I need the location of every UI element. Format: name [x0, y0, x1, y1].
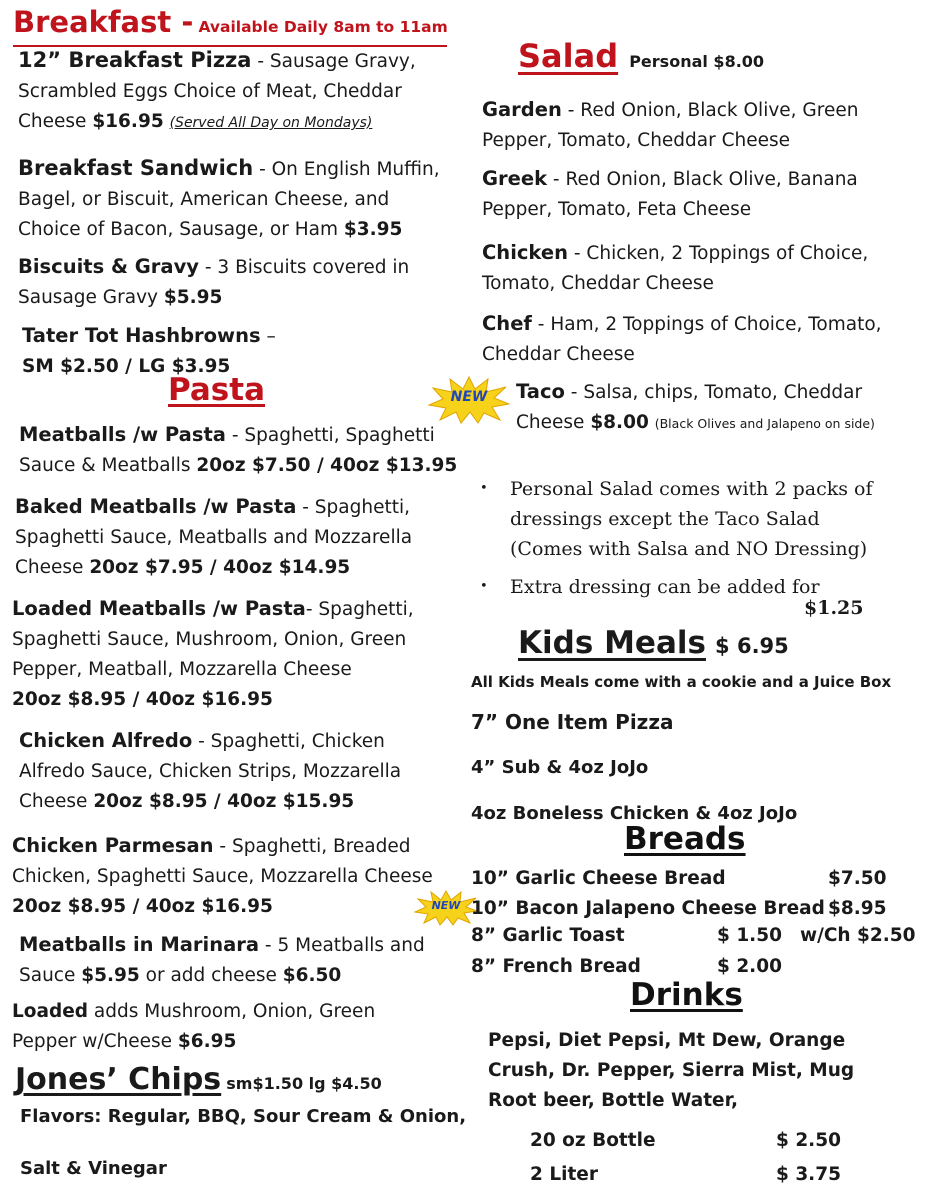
breakfast-title: Breakfast -: [13, 5, 194, 39]
kids-item: 4oz Boneless Chicken & 4oz JoJo: [471, 803, 798, 824]
chips-title: Jones’ Chips: [15, 1062, 222, 1097]
drink-size-name: 20 oz Bottle: [530, 1130, 656, 1151]
item-price: $5.95: [81, 965, 140, 986]
item-desc: - Spaghetti, Spaghetti Sauce & Meatballs: [19, 425, 435, 476]
bread-price: $7.50: [828, 868, 887, 889]
item-name: Tater Tot Hashbrowns: [22, 324, 261, 347]
item-extra: or add cheese: [139, 965, 283, 986]
salad-item-chef: [482, 309, 902, 370]
item-name: Chicken Alfredo: [19, 729, 193, 752]
bullet-icon: •: [480, 579, 488, 594]
item-note: (Black Olives and Jalapeno on side): [654, 416, 875, 431]
drink-size-row: [530, 1164, 850, 1190]
salad-note-price: $1.25: [804, 597, 864, 619]
breads-title: Breads: [624, 821, 746, 857]
bread-name: 10” Garlic Cheese Bread: [471, 868, 726, 889]
item-price: 20oz $8.95 / 40oz $16.95: [12, 689, 273, 710]
new-badge-starburst-icon: [428, 376, 510, 424]
new-badge-starburst-icon: [414, 890, 478, 926]
item-price: $3.95: [343, 219, 403, 240]
pasta-item-meatballs: [19, 420, 469, 481]
salad-item-greek: [482, 164, 902, 225]
drink-size-name: 2 Liter: [530, 1164, 598, 1185]
item-desc: - Spaghetti, Spaghetti Sauce, Mushroom, Onion, Green Pepper, Meatball, Mozzarella Cheese: [12, 599, 414, 680]
pasta-item-chicken-alfredo: [19, 726, 439, 817]
new-badge-label: NEW: [450, 389, 488, 405]
item-desc: - Sausage Gravy, Scrambled Eggs Choice of Meat, Cheddar Cheese: [18, 51, 416, 132]
pasta-title: Pasta: [168, 372, 265, 408]
kids-note: All Kids Meals come with a cookie and a Juice Box: [471, 673, 892, 691]
salad-price: Personal $8.00: [629, 52, 765, 71]
item-name: Chef: [482, 312, 532, 335]
bread-name: 8” French Bread: [471, 956, 641, 977]
salad-note-text: Extra dressing can be added for: [510, 576, 820, 598]
item-desc: –: [260, 326, 276, 347]
item-desc: - Spaghetti, Chicken Alfredo Sauce, Chicken Strips, Mozzarella Cheese: [19, 731, 402, 812]
loaded-label: Loaded: [12, 1001, 89, 1022]
item-price: $16.95: [92, 111, 164, 132]
bread-price: $ 1.50: [717, 925, 782, 946]
salad-note-item: [480, 474, 890, 564]
item-desc: - On English Muffin, Bagel, or Biscuit, American Cheese, and Choice of Bacon, Sausage, or Ham: [18, 159, 440, 240]
item-price: 20oz $8.95 / 40oz $15.95: [93, 791, 355, 812]
salad-item-taco: [516, 377, 911, 439]
salad-notes: [480, 474, 890, 602]
pasta-item-loaded-meatballs: [12, 594, 452, 715]
bread-name: 10” Bacon Jalapeno Cheese Bread: [471, 898, 825, 919]
item-price: SM $2.50 / LG $3.95: [22, 356, 231, 377]
salad-title: Salad: [518, 37, 619, 75]
breakfast-item-sandwich: [18, 153, 448, 245]
item-desc: - Red Onion, Black Olive, Green Pepper, Tomato, Cheddar Cheese: [482, 100, 859, 151]
bread-price: $ 2.00: [717, 956, 782, 977]
drink-size-price: $ 3.75: [776, 1164, 841, 1185]
breakfast-hours: Available Daily 8am to 11am: [198, 18, 448, 36]
item-price: $5.95: [163, 287, 223, 308]
drinks-title: Drinks: [630, 977, 743, 1013]
item-name: Breakfast Sandwich: [18, 156, 254, 180]
item-desc: - Red Onion, Black Olive, Banana Pepper, Tomato, Feta Cheese: [482, 169, 858, 220]
bread-price: $8.95: [828, 898, 887, 919]
salad-note-text: Personal Salad comes with 2 packs of dressings except the Taco Salad (Comes with Salsa and NO Dressing): [510, 478, 873, 560]
item-price-2: $6.50: [282, 965, 342, 986]
drink-size-row: [530, 1130, 850, 1156]
salad-item-chicken: [482, 238, 902, 299]
kids-title: Kids Meals: [518, 625, 706, 661]
item-name: 12” Breakfast Pizza: [18, 48, 252, 72]
item-desc: - Salsa, chips, Tomato, Cheddar Cheese: [516, 382, 863, 433]
item-price: 20oz $8.95 / 40oz $16.95: [12, 896, 273, 917]
breakfast-item-biscuits: [18, 252, 438, 313]
bullet-icon: •: [480, 481, 488, 496]
pasta-item-marinara: [19, 930, 439, 991]
drinks-list: Pepsi, Diet Pepsi, Mt Dew, Orange Crush, Dr. Pepper, Sierra Mist, Mug Root beer, Bottle Water,: [488, 1030, 855, 1111]
salad-header: [518, 34, 764, 84]
pasta-item-chicken-parmesan: [12, 831, 442, 922]
kids-item: 7” One Item Pizza: [471, 710, 674, 734]
bread-row: [471, 868, 911, 894]
item-desc: - 3 Biscuits covered in Sausage Gravy: [18, 257, 410, 308]
item-desc: - Spaghetti, Breaded Chicken, Spaghetti Sauce, Mozzarella Cheese: [12, 836, 433, 887]
item-desc: - Chicken, 2 Toppings of Choice, Tomato, Cheddar Cheese: [482, 243, 869, 294]
item-price: $8.00: [590, 412, 649, 433]
item-desc: - Ham, 2 Toppings of Choice, Tomato, Cheddar Cheese: [482, 314, 882, 365]
item-price: 20oz $7.50 / 40oz $13.95: [196, 455, 458, 476]
item-price: 20oz $7.95 / 40oz $14.95: [89, 557, 351, 578]
item-name: Chicken: [482, 241, 568, 264]
breakfast-header: [13, 4, 447, 47]
new-badge-label: NEW: [431, 899, 461, 912]
item-name: Loaded Meatballs /w Pasta: [12, 597, 306, 620]
kids-item: 4” Sub & 4oz JoJo: [471, 757, 649, 778]
bread-name: 8” Garlic Toast: [471, 925, 625, 946]
chips-price: sm$1.50 lg $4.50: [226, 1074, 382, 1093]
loaded-desc: adds Mushroom, Onion, Green Pepper w/Cheese: [12, 1001, 376, 1052]
salad-item-garden: [482, 95, 902, 156]
item-name: Biscuits & Gravy: [18, 255, 199, 278]
item-name: Garden: [482, 98, 562, 121]
breakfast-item-pizza: [18, 45, 458, 138]
item-desc: - Spaghetti, Spaghetti Sauce, Meatballs and Mozzarella Cheese: [15, 497, 413, 578]
chips-flavors: Flavors: Regular, BBQ, Sour Cream & Onion,: [20, 1106, 467, 1127]
item-name: Chicken Parmesan: [12, 834, 214, 857]
item-note: (Served All Day on Mondays): [169, 115, 373, 131]
bread-extra: w/Ch $2.50: [800, 925, 916, 946]
item-desc: - 5 Meatballs and Sauce: [19, 935, 425, 986]
chips-header: [15, 1060, 382, 1104]
item-name: Greek: [482, 167, 548, 190]
item-name: Meatballs in Marinara: [19, 933, 260, 956]
item-name: Taco: [516, 380, 565, 403]
kids-header: [518, 620, 789, 671]
chips-flavors-2: Salt & Vinegar: [20, 1158, 167, 1179]
bread-row: [471, 925, 916, 951]
loaded-price: $6.95: [177, 1031, 237, 1052]
pasta-loaded-note: [12, 997, 432, 1057]
pasta-item-baked-meatballs: [15, 492, 455, 583]
bread-row: [471, 898, 911, 924]
item-name: Meatballs /w Pasta: [19, 423, 226, 446]
item-name: Baked Meatballs /w Pasta: [15, 495, 297, 518]
drink-size-price: $ 2.50: [776, 1130, 841, 1151]
kids-price: $ 6.95: [715, 634, 789, 658]
